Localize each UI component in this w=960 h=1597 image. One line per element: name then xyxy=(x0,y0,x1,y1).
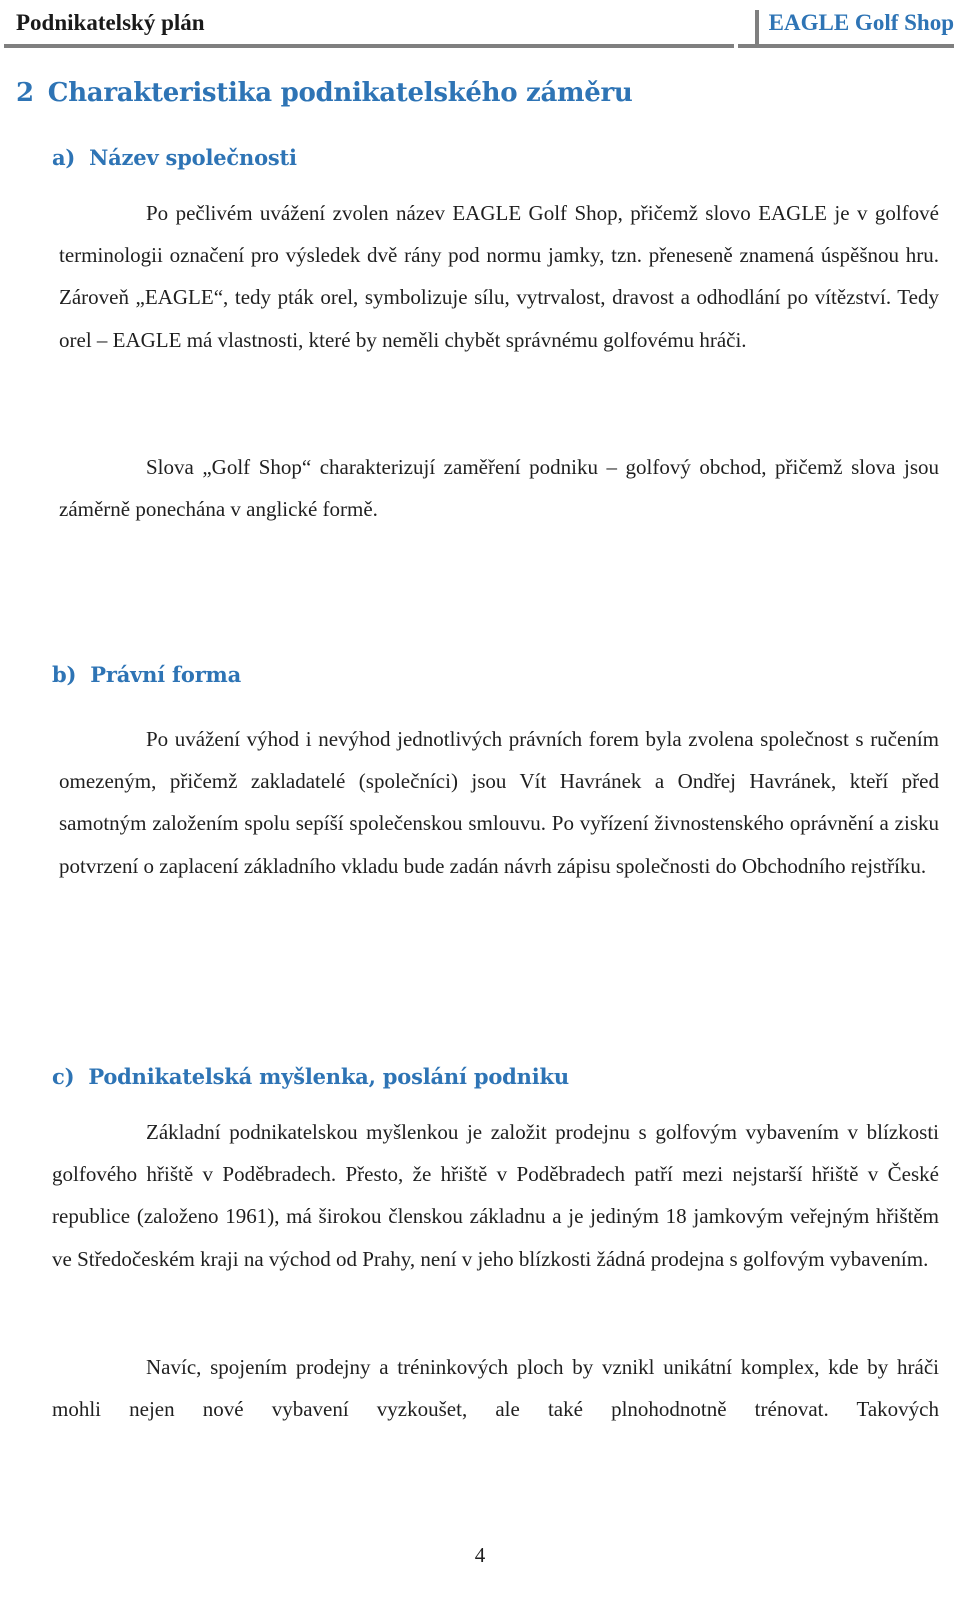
chapter-number: 2 xyxy=(16,78,34,108)
section-a-paragraph-2 xyxy=(59,446,939,530)
header-rule xyxy=(4,44,734,48)
section-c-paragraph-2 xyxy=(52,1346,939,1430)
section-b-paragraph-1-text: Po uvážení výhod i nevýhod jednotlivých právních forem byla zvolena společnost s ručením omezeným, přičemž zakladatelé (společníci) jsou Vít Havránek a Ondřej Havránek, kteří před samotným založením spolu sepíší společenskou smlouvu. Po vyřízení živnostenského oprávnění a zisku potvrzení o zaplacení základního vkladu bude zadán návrh zápisu společnosti do Obchodního rejstříku. xyxy=(59,727,939,878)
section-b-title: Právní forma xyxy=(90,662,241,687)
section-a-paragraph-1 xyxy=(59,192,939,361)
chapter-heading xyxy=(16,78,633,108)
section-a-heading xyxy=(52,145,297,170)
page-number: 4 xyxy=(474,1543,486,1567)
chapter-title: Charakteristika podnikatelského záměru xyxy=(47,78,633,108)
section-b-heading xyxy=(52,662,241,687)
section-a-title: Název společnosti xyxy=(89,145,297,170)
section-a-paragraph-1-text: Po pečlivém uvážení zvolen název EAGLE Golf Shop, přičemž slovo EAGLE je v golfové terminologii označení pro výsledek dvě rány pod normu jamky, tzn. přeneseně znamená úspěšnou hru. Zároveň „EAGLE“, tedy pták orel, symbolizuje sílu, vytrvalost, dravost a odhodlání po vítězství. Tedy orel – EAGLE má vlastnosti, které by neměli chybět správnému golfovému hráči. xyxy=(59,201,939,352)
section-b-label: b) xyxy=(52,662,77,687)
section-c-title: Podnikatelská myšlenka, poslání podniku xyxy=(88,1064,569,1089)
section-c-paragraph-1-text: Základní podnikatelskou myšlenkou je založit prodejnu s golfovým vybavením v blízkosti golfového hřiště v Poděbradech. Přesto, že hřiště v Poděbradech patří mezi nejstarší hřiště v České republice (založeno 1961), má širokou členskou základnu a je jediným 18 jamkovým veřejným hřištěm ve Středočeském kraji na východ od Prahy, není v jeho blízkosti žádná prodejna s golfovým vybavením. xyxy=(52,1120,939,1271)
page-header xyxy=(0,0,960,50)
section-a-label: a) xyxy=(52,145,76,170)
section-c-paragraph-1 xyxy=(52,1111,939,1280)
header-document-title: Podnikatelský plán xyxy=(16,10,205,35)
section-c-heading xyxy=(52,1064,569,1089)
header-company-name: EAGLE Golf Shop xyxy=(755,10,954,44)
section-c-paragraph-2-text: Navíc, spojením prodejny a tréninkových ploch by vznikl unikátní komplex, kde by hráči mohli nejen nové vybavení vyzkoušet, ale také plnohodnotně trénovat. Takových xyxy=(52,1355,939,1422)
header-rule-right xyxy=(738,44,954,48)
section-a-paragraph-2-text: Slova „Golf Shop“ charakterizují zaměření podniku – golfový obchod, přičemž slova jsou záměrně ponechána v anglické formě. xyxy=(59,455,939,522)
section-b-paragraph-1 xyxy=(59,718,939,887)
section-c-label: c) xyxy=(52,1064,75,1089)
